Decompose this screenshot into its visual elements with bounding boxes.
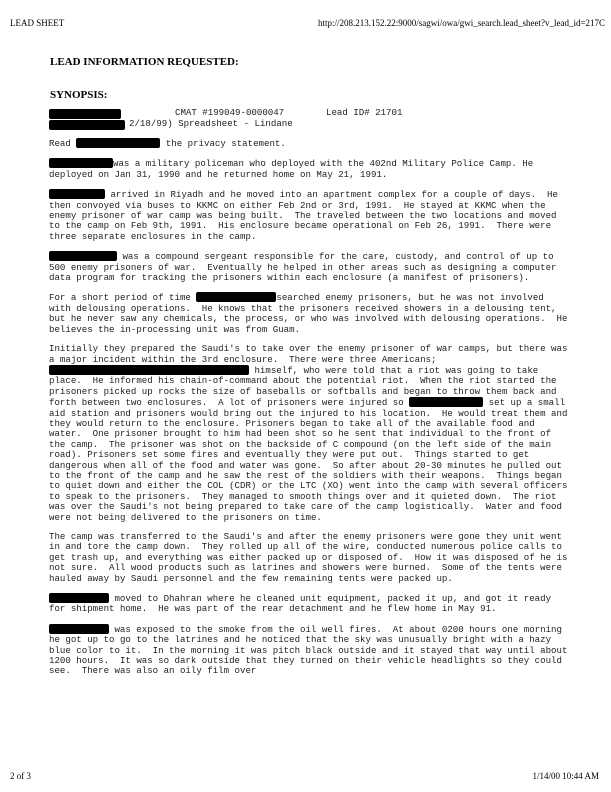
paragraph-text: set up a small aid station and prisoners would bring out the injured to his location. He would treat them and they would return to the enclosure. Prisoners began to take all of the available food and water. One prisoner brought to him had been shot so he sent that individual to the front of the camp. The prisoner was shot on the backside of C compound (on the left side of the main road). Prisoners set some fires and eventually they were put out. Things started to get dangerous when all of the food and water was gone. So after about 20-30 minutes he pulled out to the front of the camp and he saw the rest of the soldiers with their weapons. Things began to quiet down and either the COL (CDR) or the LTC (XO) went into the camp with several officers to speak to the prisoners. They managed to smooth things over and it quieted down. The riot was over the Saudi's not being prepared to take care of the camp logistically. Water and food were not being delivered to the prisoners on time. (49, 397, 573, 523)
paragraph-text: was a military policeman who deployed with the 402nd Military Police Camp. He deployed on Jan 31, 1990 and he returned home on May 21, 1991. (49, 158, 539, 180)
paragraph-camp-transfer (49, 531, 573, 584)
paragraph-arrival (49, 189, 569, 242)
paragraph-searching (49, 292, 573, 335)
paragraph-dhahran (49, 593, 569, 615)
print-timestamp: 1/14/00 10:44 AM (532, 771, 599, 781)
redaction-bar (49, 120, 125, 130)
paragraph-text: was exposed to the smoke from the oil well fires. At about 0200 hours one morning he got up to go to the latrines and he noticed that the sky was unusually bright with a hazy blue color to it. In the morning it was pitch black outside and it stayed that way until about 1200 hours. It was so dark outside that they turned on their vehicle headlights so they could see. There was also an oily film over (49, 623, 573, 677)
paragraph-text: himself, who were told that a riot was going to take place. He informed his chain-of-command about the potential riot. When the riot started the prisoners picked up rocks the size of baseballs or softballs and began to throw them back and forth between two enclosures. A lot of prisoners were injured so (49, 364, 562, 409)
paragraph-deployment (49, 158, 569, 180)
cmat-number: CMAT #199049-0000047 (175, 107, 285, 118)
paragraph-text: arrived in Riyadh and he moved into an apartment complex for a couple of days. He then convoyed via buses to KKMC on either Feb 2nd or 3rd, 1991. He stayed at KKMC when the enemy prisoner of war camp was being built. The traveled between the two locations and moved to the camp on Feb 9th, 1991. His enclosure became operational on Feb 26, 1991. There were three separate enclosures in the camp. (49, 189, 564, 242)
paragraph-privacy (49, 138, 569, 149)
page-header-title: LEAD SHEET (10, 18, 65, 28)
paragraph-text: searched enemy prisoners, but he was not involved with delousing operations. He knows that the prisoners received showers in a delousing tent, but he never saw any chemicals, the process, or who was involved with delousing operations. He believes the in-processing unit was from Guam. (49, 292, 573, 335)
redaction-bar (196, 292, 276, 302)
synopsis-body (49, 138, 573, 686)
case-date-line: 2/18/99) Spreadsheet - Lindane (129, 118, 293, 129)
paragraph-text: was a compound sergeant responsible for the care, custody, and control of up to 500 enemy prisoners of war. Eventually he helped in other areas such as designing a computer data program for tracking the prisoners within each enclosure (a manifest of prisoners). (49, 251, 562, 284)
paragraph-text: the privacy statement. (165, 138, 286, 149)
page-header (0, 18, 611, 32)
lead-id: Lead ID# 21701 (326, 107, 403, 118)
redaction-bar (409, 397, 483, 407)
paragraph-text: moved to Dhahran where he cleaned unit equipment, packed it up, and got it ready for shipment home. He was part of the rear detachment and he flew home in May 91. (49, 593, 557, 615)
redaction-bar (76, 138, 160, 148)
paragraph-text: Read (49, 138, 71, 149)
paragraph-oil-smoke (49, 623, 573, 677)
redaction-bar (49, 365, 249, 375)
redaction-bar (49, 158, 113, 168)
lead-information-heading: LEAD INFORMATION REQUESTED: (50, 56, 239, 68)
paragraph-text: Initially they prepared the Saudi's to take over the enemy prisoner of war camps, but there was a major incident within the 3rd enclosure. There were three Americans; (49, 343, 573, 365)
redaction-bar (49, 109, 121, 119)
paragraph-riot (49, 343, 573, 523)
page-header-url: http://208.213.152.22:9000/sagwi/owa/gwi_search.lead_sheet?v_lead_id=217C (318, 18, 606, 28)
redaction-bar (49, 251, 117, 261)
redaction-bar (49, 593, 109, 603)
synopsis-heading: SYNOPSIS: (50, 89, 108, 101)
paragraph-text: The camp was transferred to the Saudi's and after the enemy prisoners were gone they unit went in and tore the camp down. They rolled up all of the wire, conducted numerous police calls to get trash up, and everything was either packed up or disposed of. How it was disposed of he is not sure. All wood products such as latrines and showers were burned. Some of the tents were hauled away by Saudi personnel and the few remaining tents were packed up. (49, 531, 573, 584)
paragraph-text: For a short period of time (49, 292, 191, 304)
redaction-bar (49, 189, 105, 199)
case-reference (49, 108, 569, 130)
paragraph-duties (49, 251, 569, 283)
redaction-bar (49, 624, 109, 634)
page-number: 2 of 3 (10, 771, 31, 781)
